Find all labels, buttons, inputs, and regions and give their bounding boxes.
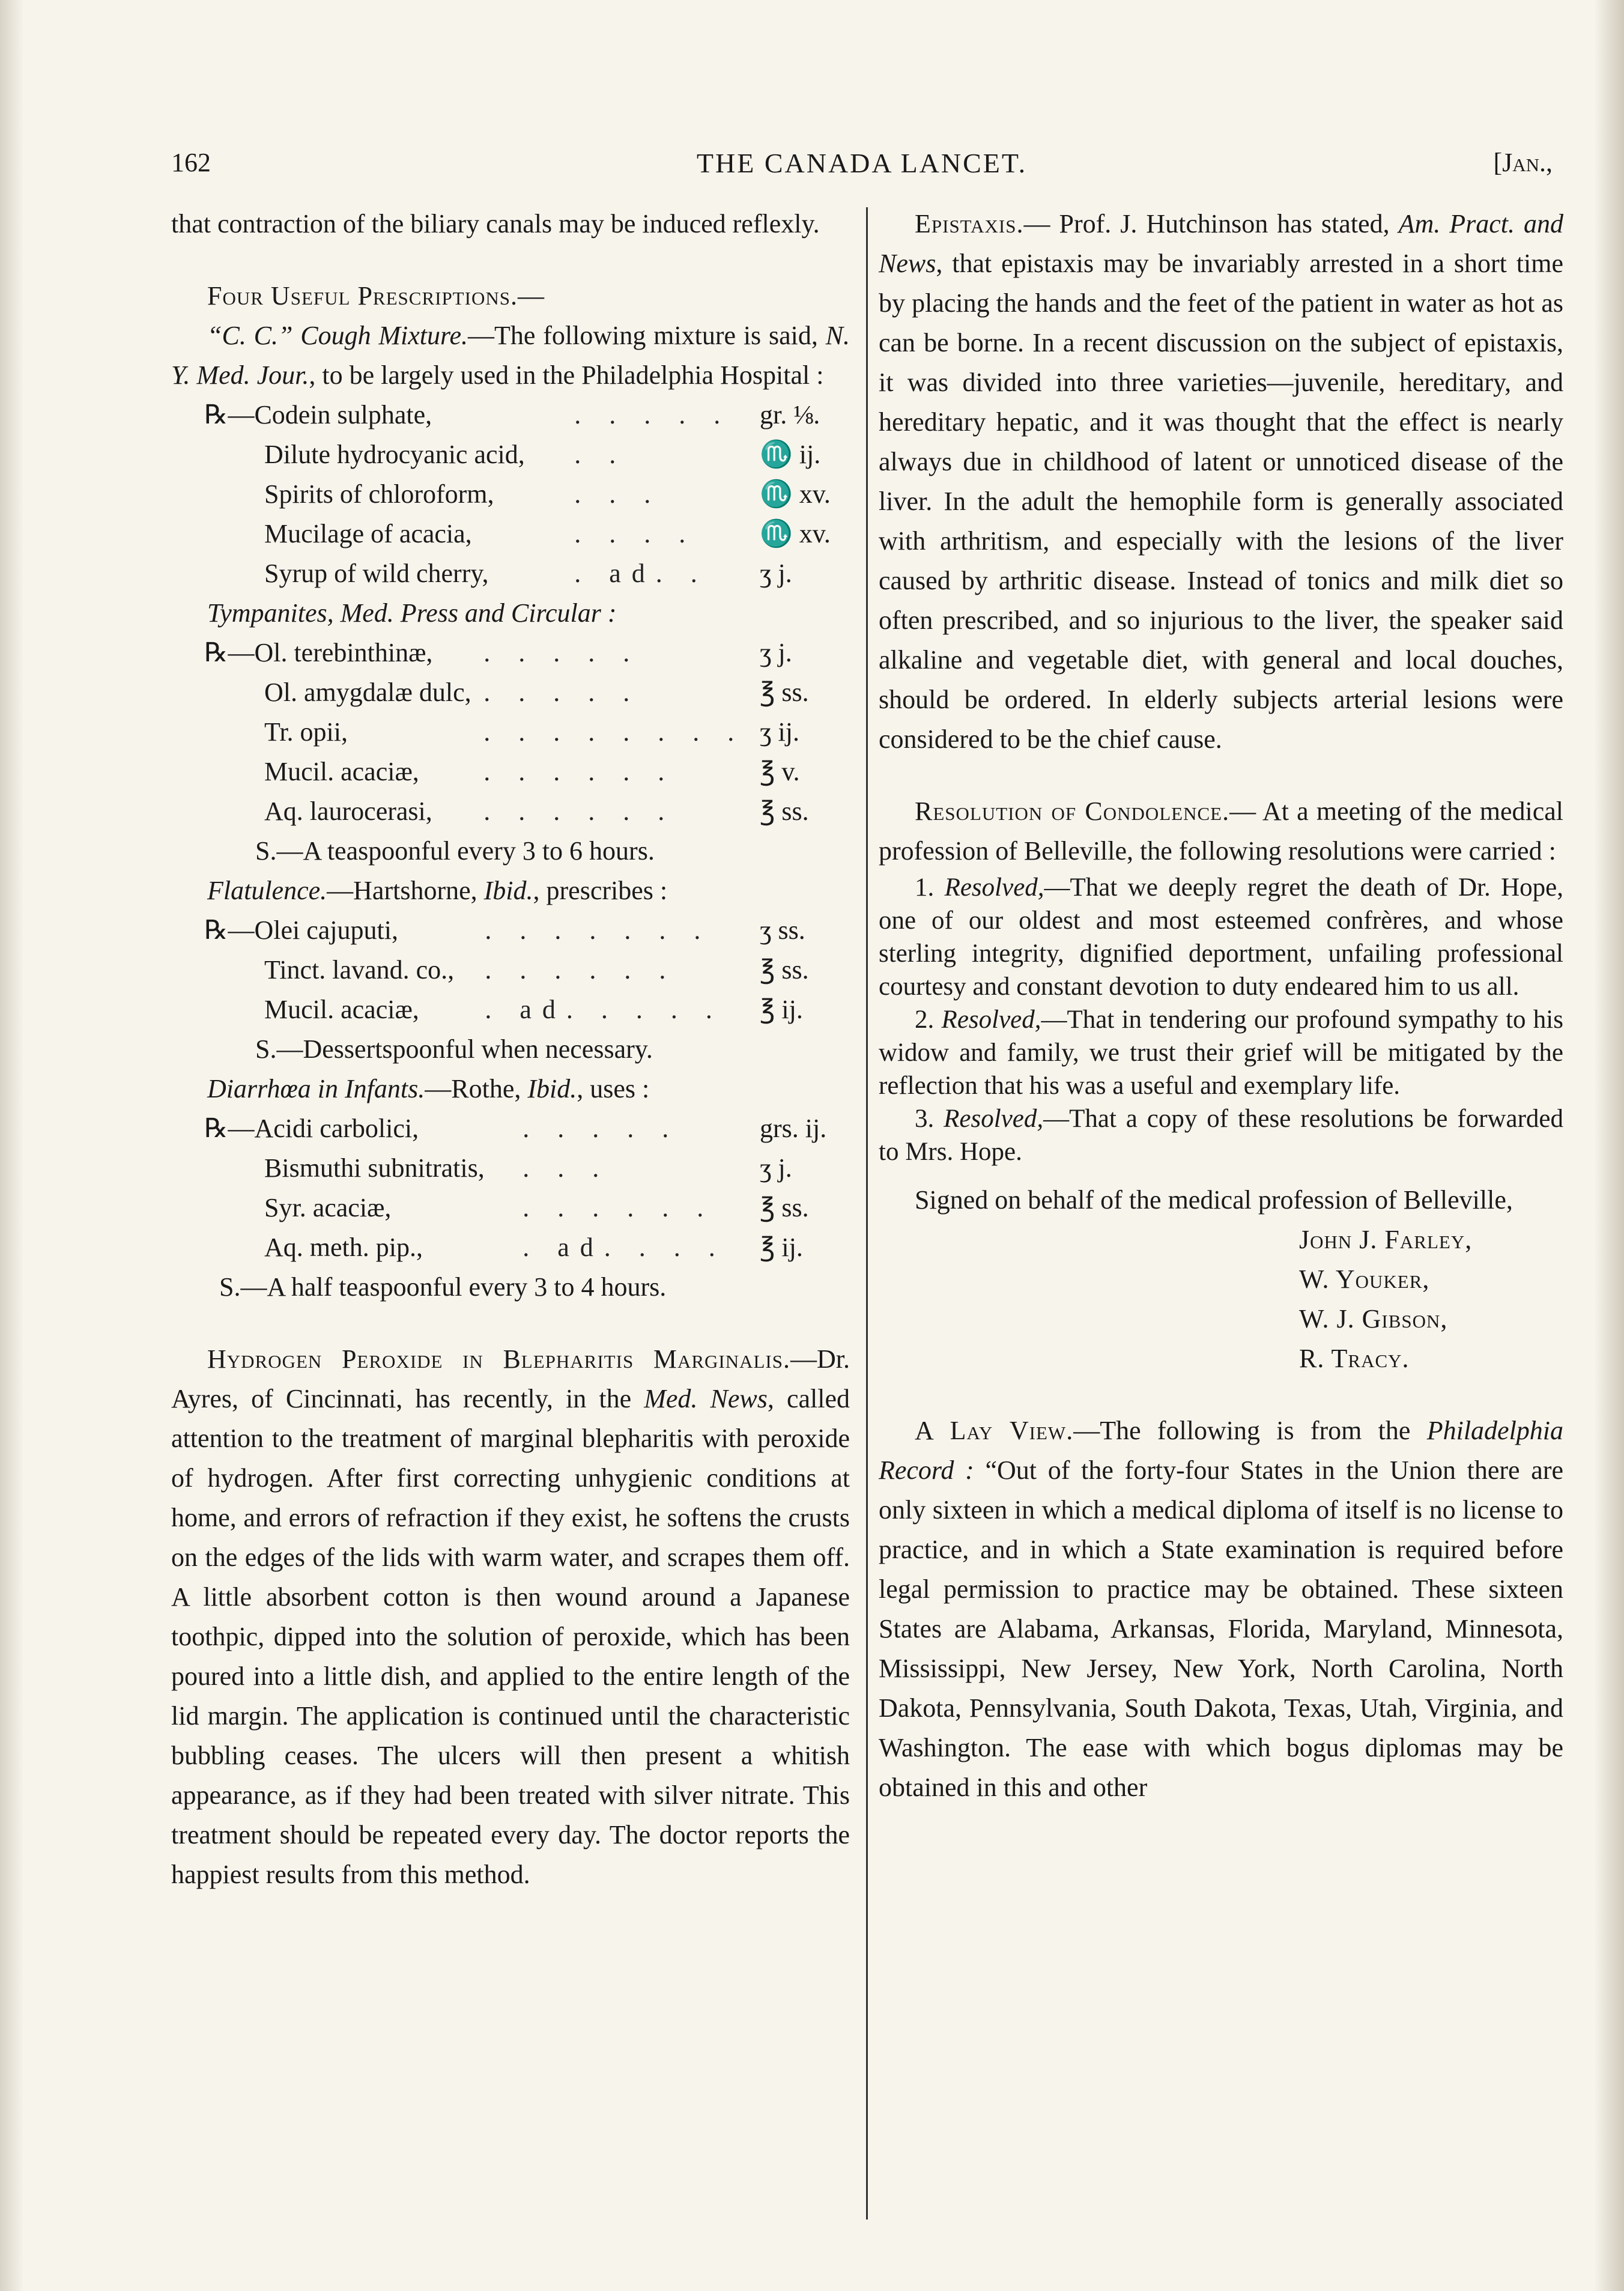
recipe-line: Dilute hydrocyanic acid, . . ♏ ij. bbox=[264, 440, 821, 469]
cough-mixture-intro: “C. C.” Cough Mixture.—The following mixture is said, N. Y. Med. Jour., to be largely used in the Philadelphia Hospital : bbox=[171, 321, 850, 390]
recipe-symbol: ℞— bbox=[204, 915, 255, 945]
recipe-line: Ol. amygdalæ dulc, . . . . . ℥ ss. bbox=[264, 678, 809, 707]
condolence-intro: Resolution of Condolence.— At a meeting of the medical profession of Belleville, the following resolutions were carried : bbox=[879, 797, 1563, 866]
recipe-line: Mucilage of acacia, . . . . ♏ xv. bbox=[264, 519, 831, 548]
hydrogen-peroxide-article: Hydrogen Peroxide in Blepharitis Marginalis.—Dr. Ayres, of Cincinnati, has recently, in the Med. News, called attention to the treatment of marginal blepharitis with peroxide of hydrogen. After first correcting unhygienic conditions at home, and errors of refraction if they exist, he softens the crusts on the edges of the lids with warm water, and scrapes them off. A little absorbent cotton is then wound around a Japanese toothpic, dipped into the solution of peroxide, which has been poured into a little dish, and applied to the entire length of the lid margin. The application is continued until the characteristic bubbling ceases. The ulcers will then present a whitish appearance, as if they had been treated with silver nitrate. This treatment should be repeated every day. The doctor reports the happiest results from this method. bbox=[171, 1344, 850, 1889]
recipe-line: Syr. acaciæ, . . . . . . ℥ ss. bbox=[264, 1193, 809, 1222]
recipe-line: Bismuthi subnitratis, . . . ʒ j. bbox=[264, 1153, 792, 1183]
recipe-line: Aq. meth. pip., . ad. . . . ℥ ij. bbox=[264, 1233, 803, 1262]
continuation-paragraph: that contraction of the biliary canals may be induced reflexly. bbox=[171, 209, 820, 238]
recipe-symbol: ℞— bbox=[204, 400, 255, 429]
right-column bbox=[879, 204, 1563, 1807]
recipe-line: Tr. opii, . . . . . . . . ʒ ij. bbox=[264, 717, 799, 747]
tympanites-signa: S.—A teaspoonful every 3 to 6 hours. bbox=[255, 836, 655, 866]
signatory-name: John J. Farley, bbox=[1299, 1225, 1473, 1254]
page-number: 162 bbox=[171, 148, 211, 177]
recipe-line: ℞— Ol. terebinthinæ, . . . . . ʒ j. bbox=[171, 633, 850, 673]
signatory-name: W. Youker, bbox=[1299, 1264, 1430, 1294]
flatulence-signa: S.—Dessertspoonful when necessary. bbox=[255, 1034, 653, 1064]
recipe-symbol: ℞— bbox=[204, 1114, 255, 1143]
signatory-name: W. J. Gibson, bbox=[1299, 1304, 1448, 1334]
recipe-line: Tinct. lavand. co., . . . . . . ℥ ss. bbox=[264, 955, 809, 985]
recipe-line: ℞— Olei cajuputi, . . . . . . . ʒ ss. bbox=[171, 911, 850, 950]
tympanites-title: Tympanites, Med. Press and Circular : bbox=[207, 598, 617, 628]
issue-month: [Jan., bbox=[1493, 148, 1553, 177]
flatulence-title: Flatulence.—Hartshorne, Ibid., prescribes : bbox=[207, 876, 668, 905]
recipe-line: ℞— Acidi carbolici, . . . . . grs. ij. bbox=[171, 1109, 850, 1149]
running-head bbox=[171, 147, 1553, 189]
flatulence-recipe bbox=[171, 911, 850, 1030]
diarrhoea-signa: S.—A half teaspoonful every 3 to 4 hours. bbox=[219, 1272, 667, 1302]
signed-statement: Signed on behalf of the medical profession of Belleville, bbox=[915, 1185, 1513, 1215]
lay-view-article: A Lay View.—The following is from the Philadelphia Record : “Out of the forty-four States in the Union there are only sixteen in which a medical diploma of itself is no license to practice, and in which a State examination is required before legal permission to practice may be obtained. These sixteen States are Alabama, Arkansas, Florida, Maryland, Minnesota, Mississippi, New Jersey, New York, North Carolina, North Dakota, Pennsylvania, South Dakota, Texas, Utah, Virginia, and Washington. The ease with which bogus diplomas may be obtained in this and other bbox=[879, 1416, 1564, 1802]
signatory-name: R. Tracy. bbox=[1299, 1344, 1410, 1373]
recipe-line: ℞— Codein sulphate, . . . . . gr. ⅛. bbox=[171, 395, 850, 435]
column-divider bbox=[866, 207, 868, 2220]
left-column bbox=[171, 204, 850, 1895]
diarrhoea-recipe bbox=[171, 1109, 850, 1267]
page-edge-shadow-left bbox=[0, 0, 24, 2291]
epistaxis-article: Epistaxis.— Prof. J. Hutchinson has stated, Am. Pract. and News, that epistaxis may be invariably arrested in a short time by placing the hands and the feet of the patient in water as hot as can be borne. In a recent discussion on the subject of epistaxis, it was divided into three varieties—juvenile, hereditary, and hereditary hepatic, and it was thought that the effect is nearly always due in childhood of latent or unnoticed disease of the liver. In the adult the hemophile form is generally associated with arthritism, and especially with the lesions of the liver caused by arthritic disease. Instead of tonics and milk diet so often prescribed, and so injurious to the liver, the speaker said alkaline and vegetable diet, with general and local douches, should be ordered. In elderly subjects arterial lesions were considered to be the chief cause. bbox=[879, 209, 1564, 754]
recipe-line: Spirits of chloroform, . . . ♏ xv. bbox=[264, 479, 831, 509]
resolution-item: 3. Resolved,—That a copy of these resolutions be forwarded to Mrs. Hope. bbox=[879, 1105, 1564, 1166]
journal-title: THE CANADA LANCET. bbox=[696, 148, 1028, 178]
resolution-item: 1. Resolved,—That we deeply regret the death of Dr. Hope, one of our oldest and most esteemed confrères, and whose sterling integrity, dignified deportment, unfailing professional courtesy and constant devotion to duty endeared him to us all. bbox=[879, 873, 1564, 1001]
page-edge-shadow-right bbox=[1594, 0, 1624, 2291]
diarrhoea-title: Diarrhœa in Infants.—Rothe, Ibid., uses : bbox=[207, 1074, 650, 1103]
cough-mixture-recipe bbox=[171, 395, 850, 593]
recipe-symbol: ℞— bbox=[204, 638, 255, 667]
signatories bbox=[1299, 1220, 1563, 1379]
resolution-item: 2. Resolved,—That in tendering our profound sympathy to his widow and family, we trust their grief will be mitigated by the reflection that his was a useful and exemplary life. bbox=[879, 1006, 1563, 1100]
prescriptions-heading: Four Useful Prescriptions.— bbox=[207, 281, 545, 311]
recipe-line: Syrup of wild cherry, . ad. . ʒ j. bbox=[264, 559, 792, 588]
recipe-line: Mucil. acaciæ, . . . . . . ℥ v. bbox=[264, 757, 800, 786]
tympanites-recipe bbox=[171, 633, 850, 831]
recipe-line: Aq. laurocerasi, . . . . . . ℥ ss. bbox=[264, 797, 809, 826]
recipe-line: Mucil. acaciæ, . ad. . . . . ℥ ij. bbox=[264, 995, 803, 1024]
